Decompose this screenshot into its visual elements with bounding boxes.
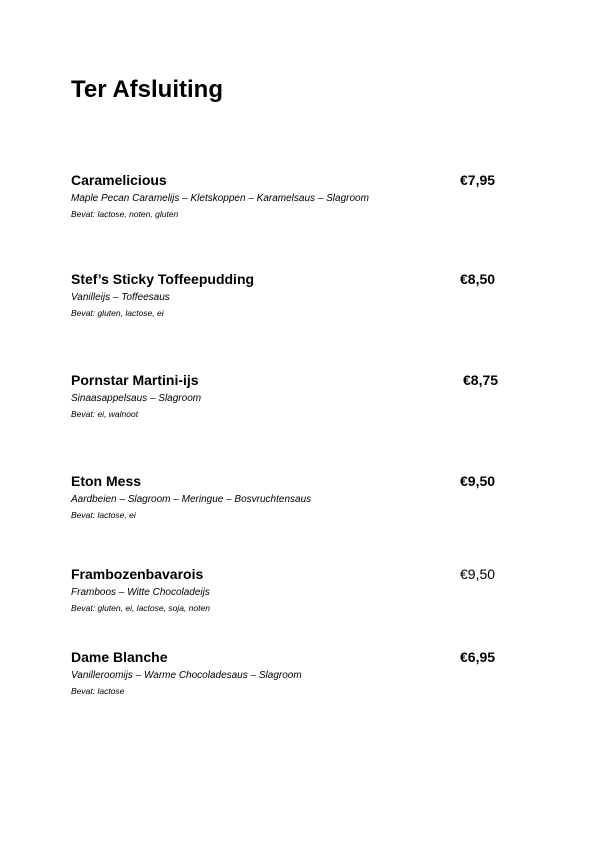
item-allergens: Bevat: lactose, noten, gluten <box>71 209 179 219</box>
item-allergens: Bevat: gluten, ei, lactose, soja, noten <box>71 603 210 613</box>
item-description: Maple Pecan Caramelijs – Kletskoppen – Karamelsaus – Slagroom <box>71 193 369 204</box>
item-allergens: Bevat: gluten, lactose, ei <box>71 308 164 318</box>
item-description: Aardbeien – Slagroom – Meringue – Bosvruchtensaus <box>71 494 312 505</box>
item-price: €8,75 <box>463 372 499 388</box>
item-name: Pornstar Martini-ijs <box>71 372 199 388</box>
item-price: €7,95 <box>460 172 496 188</box>
item-name: Eton Mess <box>71 473 142 489</box>
item-allergens: Bevat: lactose <box>71 686 125 696</box>
item-name: Dame Blanche <box>71 649 168 665</box>
item-price: €6,95 <box>460 649 496 665</box>
item-price: €9,50 <box>460 566 496 582</box>
item-name: Frambozenbavarois <box>71 566 204 582</box>
item-price: €8,50 <box>460 271 496 287</box>
item-description: Vanilleroomijs – Warme Chocoladesaus – Slagroom <box>71 670 302 681</box>
item-name: Caramelicious <box>71 172 167 188</box>
item-name: Stef’s Sticky Toffeepudding <box>71 271 255 287</box>
page-title: Ter Afsluiting <box>71 76 223 103</box>
item-price: €9,50 <box>460 473 496 489</box>
item-allergens: Bevat: lactose, ei <box>71 510 136 520</box>
item-allergens: Bevat: ei, walnoot <box>71 409 139 419</box>
item-description: Framboos – Witte Chocoladeijs <box>71 587 210 598</box>
item-description: Sinaasappelsaus – Slagroom <box>71 393 202 404</box>
item-description: Vanilleijs – Toffeesaus <box>71 292 170 303</box>
